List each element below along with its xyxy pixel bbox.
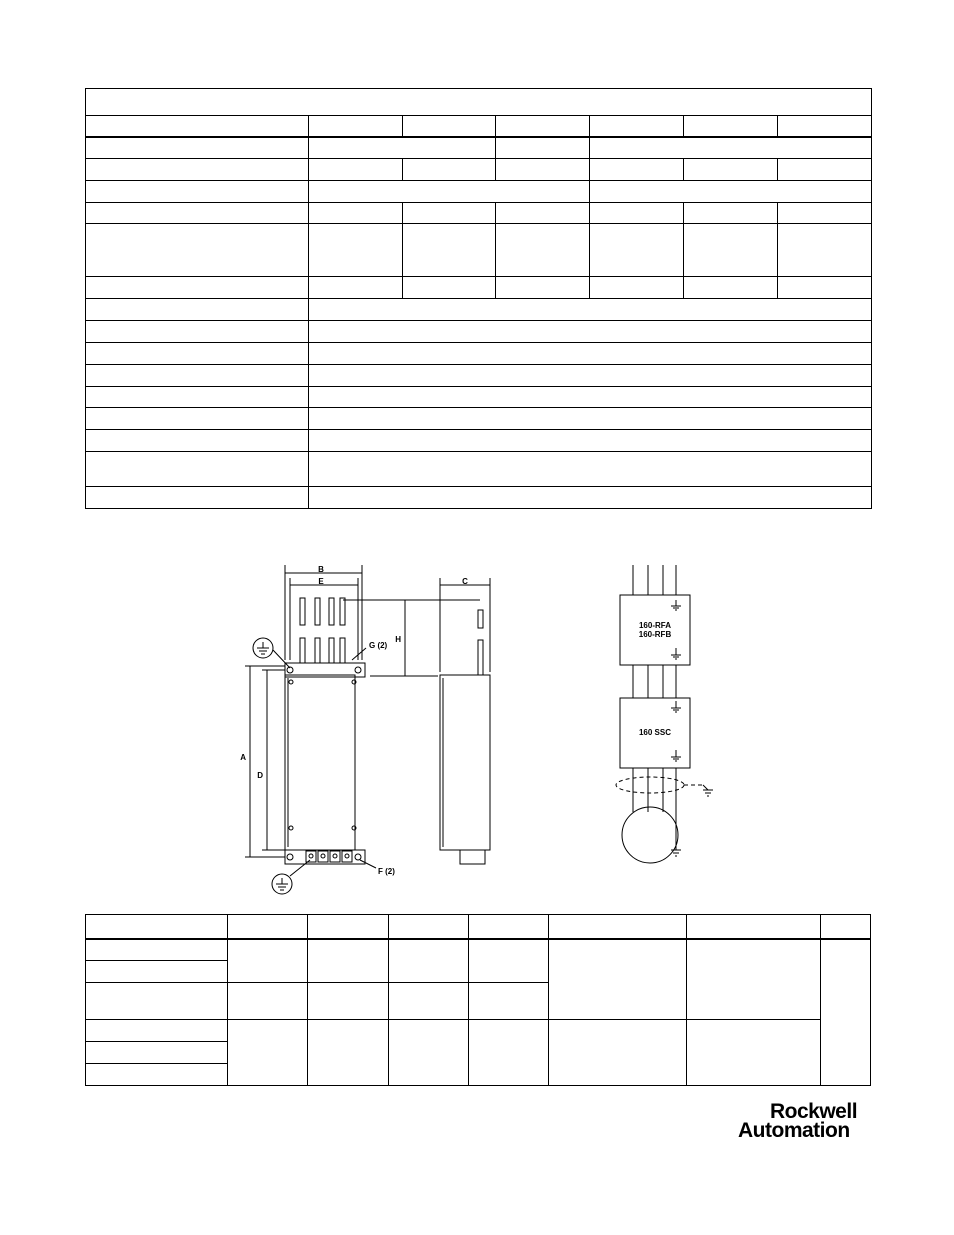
dim-label-d: D (257, 771, 263, 780)
spec-row (86, 452, 872, 487)
dim-row (86, 1020, 871, 1042)
motor-icon (622, 807, 678, 863)
logo-line-2: Automation (738, 1119, 850, 1142)
spec-row (86, 181, 872, 203)
spec-title-row (86, 89, 872, 116)
filter-body-side (440, 675, 490, 850)
spec-row (86, 277, 872, 299)
ground-icon (703, 790, 713, 796)
spec-row (86, 321, 872, 343)
filter-body-front (285, 675, 355, 850)
dim-label-b: B (318, 565, 324, 574)
spec-row (86, 387, 872, 408)
dim-label-h: H (395, 635, 401, 644)
ground-icon (671, 648, 681, 659)
spec-row (86, 159, 872, 181)
ground-icon (671, 600, 681, 610)
ground-icon (671, 750, 681, 761)
spec-header-row (86, 116, 872, 137)
filter-dimension-drawing (230, 560, 530, 900)
spec-row (86, 224, 872, 277)
dim-label-a: A (240, 753, 246, 762)
dim-row (86, 939, 871, 961)
dim-header-row (86, 915, 871, 939)
dim-label-e: E (318, 577, 324, 586)
specification-table (85, 88, 872, 509)
wiring-schematic (590, 560, 730, 870)
dim-label-g: G (2) (369, 641, 388, 650)
spec-row (86, 487, 872, 509)
ground-icon (671, 701, 681, 712)
filter-label-rfa: 160-RFA (638, 621, 672, 630)
filter-label-rfb: 160-RFB (638, 630, 672, 639)
dim-label-f: F (2) (378, 867, 395, 876)
spec-row (86, 365, 872, 387)
spec-row (86, 203, 872, 224)
spec-row (86, 343, 872, 365)
spec-row (86, 430, 872, 452)
dimension-table (85, 914, 871, 1086)
rockwell-automation-logo (738, 1102, 857, 1140)
spec-row (86, 408, 872, 430)
controller-label: 160 SSC (638, 728, 672, 737)
dim-label-c: C (462, 577, 468, 586)
logo-line-1: Rockwell (770, 1100, 858, 1123)
spec-row (86, 137, 872, 159)
spec-row (86, 299, 872, 321)
